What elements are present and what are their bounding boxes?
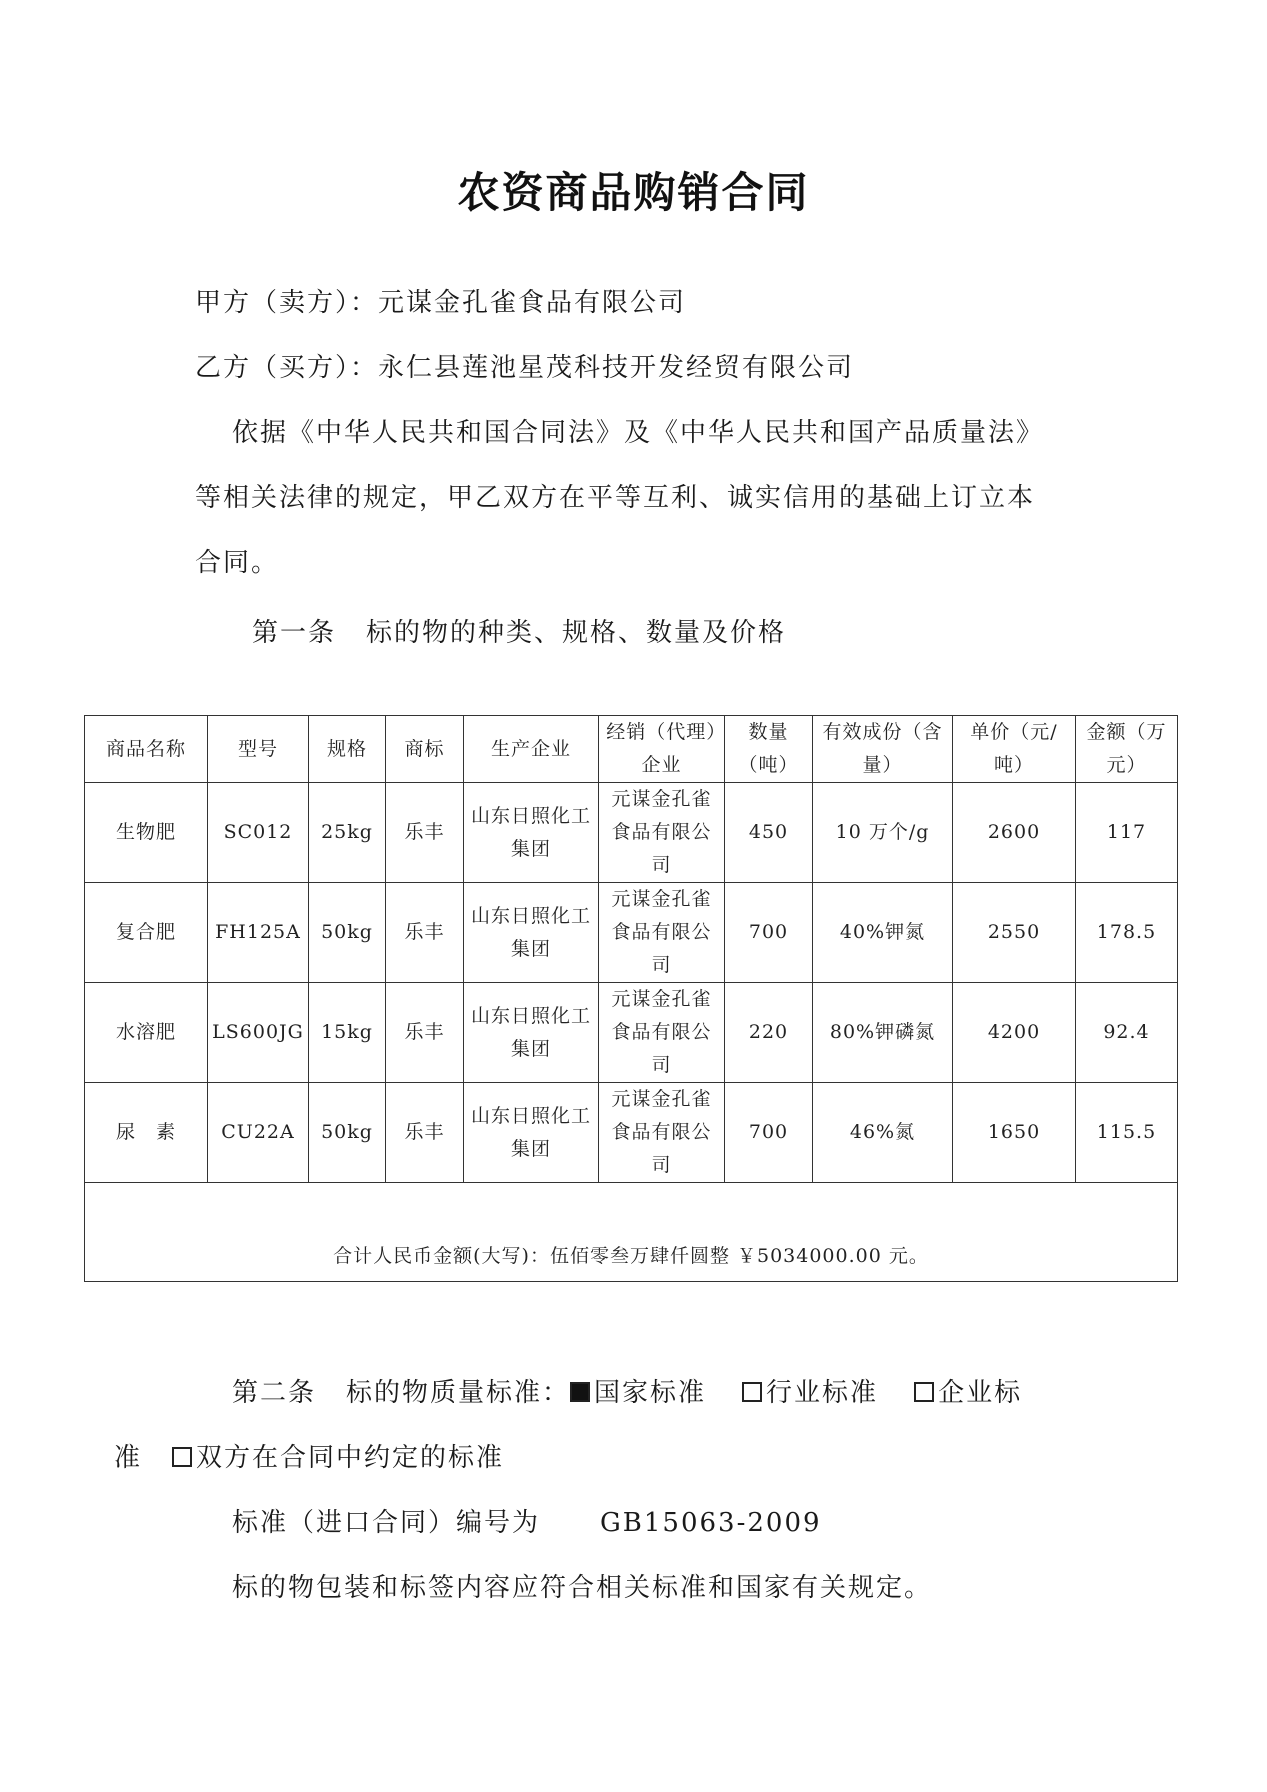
cell-spec: 25kg: [309, 783, 386, 883]
article-2-number: 第二条: [232, 1378, 317, 1408]
standard-number-label: 标准（进口合同）编号为: [232, 1508, 541, 1538]
article-1-heading: [252, 612, 786, 649]
cell-product-name: 生物肥: [85, 783, 208, 883]
header-unit-price: 单价（元/吨）: [953, 716, 1076, 783]
cell-quantity: 450: [725, 783, 813, 883]
article-2-line-2: [114, 1437, 504, 1474]
cell-brand: 乐丰: [386, 783, 464, 883]
checkbox-industry-standard[interactable]: [742, 1382, 762, 1402]
cell-brand: 乐丰: [386, 1083, 464, 1183]
cell-amount: 92.4: [1076, 983, 1178, 1083]
cell-spec: 15kg: [309, 983, 386, 1083]
checkbox-national-standard[interactable]: [570, 1382, 590, 1402]
article-2-line-1: [232, 1372, 1022, 1409]
cell-manufacturer: 山东日照化工集团: [464, 1083, 599, 1183]
table-row: [85, 783, 1178, 883]
cell-model: FH125A: [208, 883, 309, 983]
header-product-name: 商品名称: [85, 716, 208, 783]
cell-amount: 115.5: [1076, 1083, 1178, 1183]
header-active-content: 有效成份（含量）: [813, 716, 953, 783]
cell-manufacturer: 山东日照化工集团: [464, 983, 599, 1083]
cell-manufacturer: 山东日照化工集团: [464, 883, 599, 983]
article-1-number: 第一条: [252, 618, 337, 648]
cell-spec: 50kg: [309, 1083, 386, 1183]
table-row: [85, 1083, 1178, 1183]
preamble-line-1: 依据《中华人民共和国合同法》及《中华人民共和国产品质量法》: [232, 418, 1045, 448]
header-model: 型号: [208, 716, 309, 783]
option-national-standard: 国家标准: [594, 1378, 707, 1408]
cell-distributor: 元谋金孔雀食品有限公司: [599, 983, 725, 1083]
cell-model: SC012: [208, 783, 309, 883]
cell-unit-price: 1650: [953, 1083, 1076, 1183]
header-manufacturer: 生产企业: [464, 716, 599, 783]
option-agreed-standard: 双方在合同中约定的标准: [196, 1443, 505, 1473]
table-header-row: [85, 716, 1178, 783]
packaging-clause: 标的物包装和标签内容应符合相关标准和国家有关规定。: [232, 1573, 933, 1603]
cell-distributor: 元谋金孔雀食品有限公司: [599, 883, 725, 983]
cell-unit-price: 2550: [953, 883, 1076, 983]
contract-title: 农资商品购销合同: [457, 168, 810, 217]
article-2-title: 标的物质量标准：: [346, 1378, 571, 1408]
option-enterprise-standard-cont: 准: [114, 1443, 143, 1473]
cell-spec: 50kg: [309, 883, 386, 983]
cell-active-content: 46%氮: [813, 1083, 953, 1183]
cell-product-name: 尿 素: [85, 1083, 208, 1183]
goods-table: [84, 715, 1178, 1282]
table-row: [85, 883, 1178, 983]
cell-distributor: 元谋金孔雀食品有限公司: [599, 783, 725, 883]
option-industry-standard: 行业标准: [766, 1378, 879, 1408]
checkbox-enterprise-standard[interactable]: [914, 1382, 934, 1402]
header-amount: 金额（万元）: [1076, 716, 1178, 783]
cell-quantity: 700: [725, 1083, 813, 1183]
cell-brand: 乐丰: [386, 983, 464, 1083]
cell-distributor: 元谋金孔雀食品有限公司: [599, 1083, 725, 1183]
preamble-line-2: 等相关法律的规定，甲乙双方在平等互利、诚实信用的基础上订立本: [195, 483, 1036, 513]
header-quantity: 数量（吨）: [725, 716, 813, 783]
article-1-title: 标的物的种类、规格、数量及价格: [366, 618, 787, 648]
cell-quantity: 700: [725, 883, 813, 983]
cell-unit-price: 2600: [953, 783, 1076, 883]
cell-unit-price: 4200: [953, 983, 1076, 1083]
table-row: [85, 983, 1178, 1083]
cell-model: LS600JG: [208, 983, 309, 1083]
cell-active-content: 80%钾磷氮: [813, 983, 953, 1083]
standard-number: GB15063-2009: [600, 1508, 822, 1538]
standard-number-line: [232, 1502, 822, 1539]
cell-quantity: 220: [725, 983, 813, 1083]
party-a: 甲方（卖方）：元谋金孔雀食品有限公司: [195, 288, 687, 318]
cell-amount: 178.5: [1076, 883, 1178, 983]
cell-manufacturer: 山东日照化工集团: [464, 783, 599, 883]
header-brand: 商标: [386, 716, 464, 783]
header-spec: 规格: [309, 716, 386, 783]
party-b: 乙方（买方）：永仁县莲池星茂科技开发经贸有限公司: [195, 353, 855, 383]
cell-brand: 乐丰: [386, 883, 464, 983]
cell-amount: 117: [1076, 783, 1178, 883]
cell-active-content: 10 万个/g: [813, 783, 953, 883]
cell-product-name: 水溶肥: [85, 983, 208, 1083]
preamble-line-3: 合同。: [195, 548, 280, 578]
total-amount: 合计人民币金额(大写)：伍佰零叁万肆仟圆整 ￥5034000.00 元。: [85, 1183, 1178, 1282]
header-distributor: 经销（代理）企业: [599, 716, 725, 783]
cell-active-content: 40%钾氮: [813, 883, 953, 983]
table-total-row: [85, 1183, 1178, 1282]
cell-model: CU22A: [208, 1083, 309, 1183]
cell-product-name: 复合肥: [85, 883, 208, 983]
checkbox-agreed-standard[interactable]: [172, 1447, 192, 1467]
option-enterprise-standard: 企业标: [938, 1378, 1023, 1408]
